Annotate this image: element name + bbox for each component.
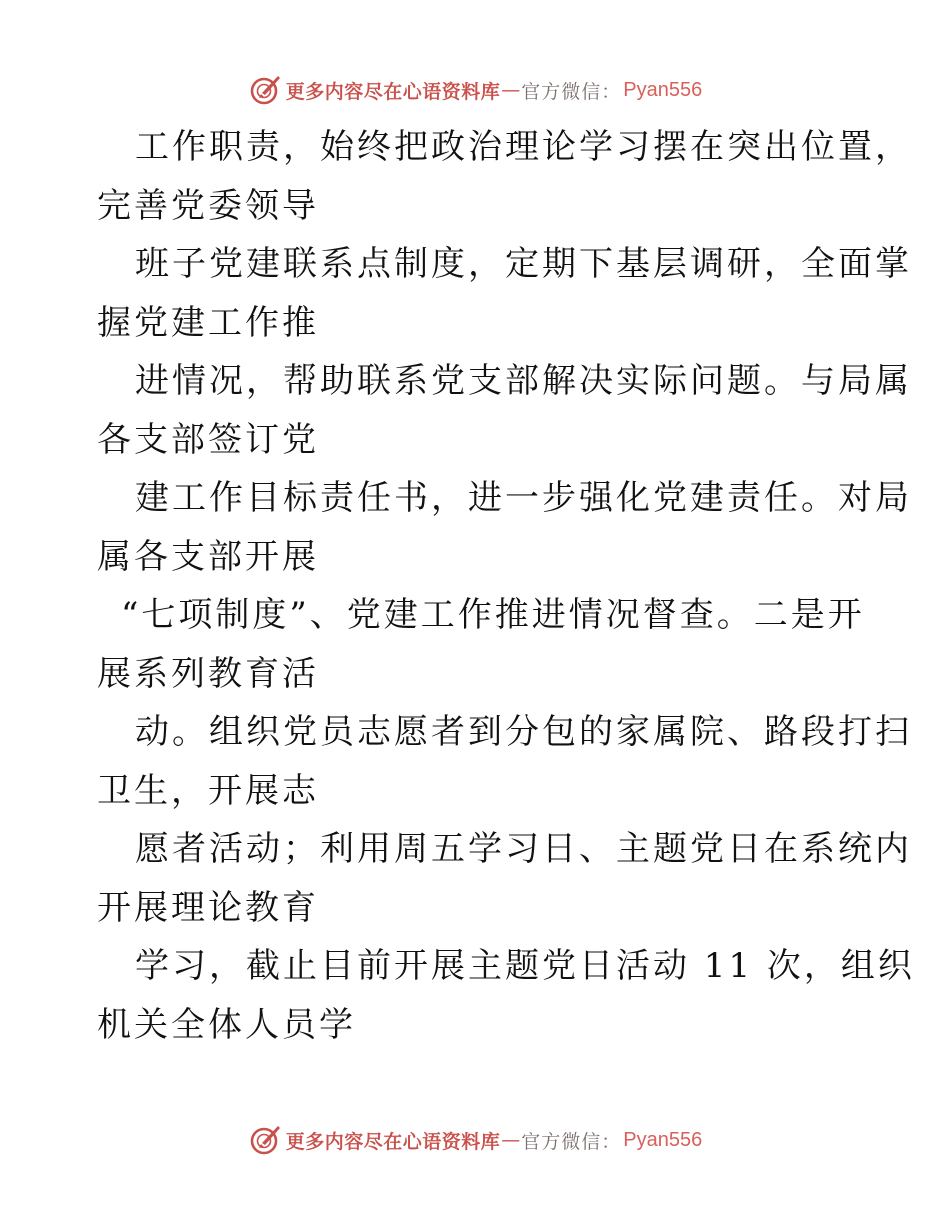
body-line: 愿者活动；利用周五学习日、主题党日在系统内: [135, 829, 912, 869]
body-line: 进情况，帮助联系党支部解决实际问题。与局属: [135, 361, 912, 401]
quill-pen-circle-icon: [248, 1123, 282, 1157]
body-line: 卫生，开展志: [97, 770, 319, 811]
document-body: [97, 118, 915, 1054]
body-line: 学习，截止目前开展主题党日活动 11 次，组织: [135, 946, 915, 986]
body-line: 完善党委领导: [97, 185, 319, 226]
banner-dash: —: [501, 79, 521, 101]
footer-banner: [0, 1118, 950, 1162]
official-wechat-label: 官方微信：: [521, 1130, 622, 1153]
brand-text: 更多内容尽在心语资料库: [285, 80, 501, 103]
body-line: 属各支部开展: [97, 536, 319, 577]
body-line: 展系列教育活: [97, 653, 319, 694]
body-line: 建工作目标责任书，进一步强化党建责任。对局: [135, 478, 912, 518]
body-line: 开展理论教育: [97, 887, 319, 928]
body-line: 机关全体人员学: [97, 1004, 356, 1045]
body-line: “七项制度”、党建工作推进情况督查。二是开: [121, 595, 865, 635]
wechat-id: Pyan556: [623, 1128, 703, 1151]
body-line: 班子党建联系点制度，定期下基层调研，全面掌: [135, 244, 912, 284]
brand-text: 更多内容尽在心语资料库: [285, 1130, 501, 1153]
body-line: 握党建工作推: [97, 302, 319, 343]
wechat-id: Pyan556: [623, 78, 703, 101]
official-wechat-label: 官方微信：: [521, 80, 622, 103]
body-line: 工作职责，始终把政治理论学习摆在突出位置，: [135, 127, 912, 167]
header-banner: [0, 68, 950, 112]
quill-pen-circle-icon: [248, 73, 282, 107]
body-line: 各支部签订党: [97, 419, 319, 460]
body-line: 动。组织党员志愿者到分包的家属院、路段打扫: [135, 712, 912, 752]
banner-dash: —: [501, 1129, 521, 1151]
